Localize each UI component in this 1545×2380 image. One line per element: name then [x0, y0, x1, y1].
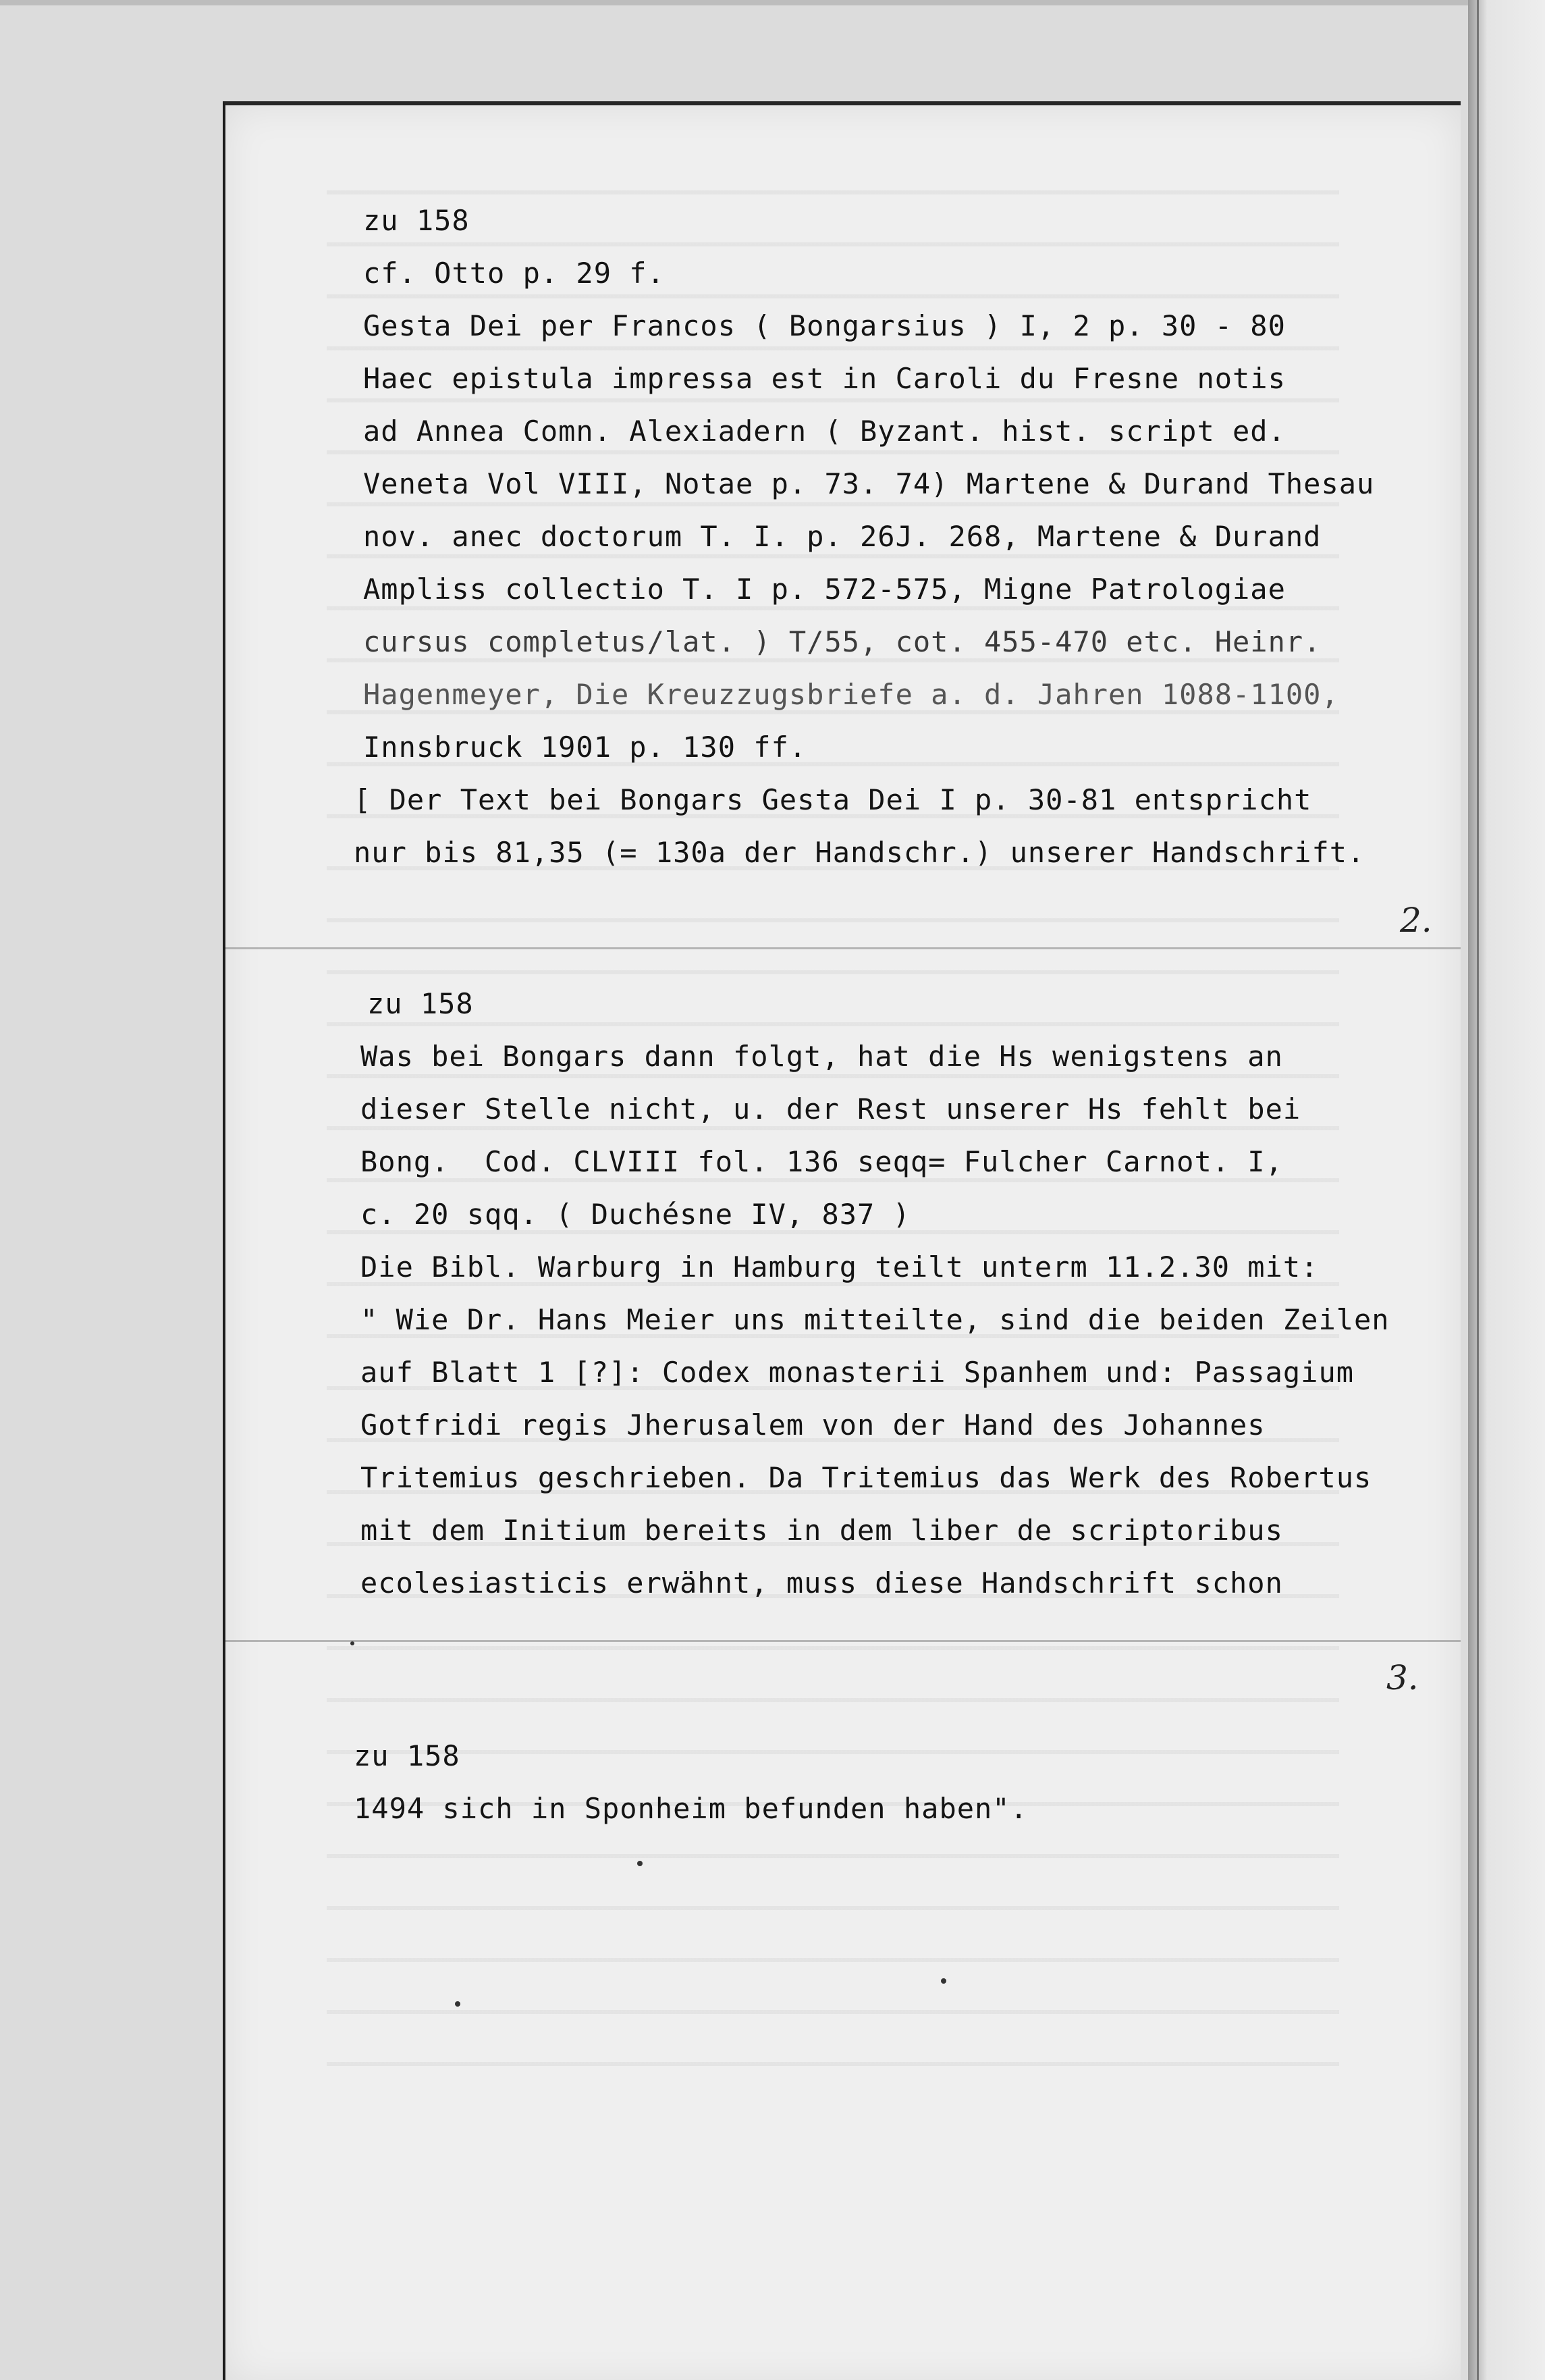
text-line: Veneta Vol VIII, Notae p. 73. 74) Martene & Durand Thesau: [363, 467, 1375, 500]
index-card: [223, 101, 1461, 2380]
text-line: " Wie Dr. Hans Meier uns mitteilte, sind die beiden Zeilen: [360, 1303, 1390, 1336]
right-edge-line: [1477, 0, 1479, 2380]
scan-speck: [941, 1978, 946, 1984]
scan-speck: [350, 1641, 354, 1645]
text-line: cursus completus/lat. ) T/55, cot. 455-470 etc. Heinr.: [363, 625, 1322, 658]
scan-speck: [637, 1861, 643, 1866]
page-number: 3.: [1386, 1658, 1419, 1697]
scan-speck: [455, 2001, 460, 2007]
section-heading: zu 158: [354, 1739, 460, 1772]
card-divider-1: [225, 947, 1461, 949]
text-line: Die Bibl. Warburg in Hamburg teilt unterm 11.2.30 mit:: [360, 1250, 1319, 1284]
text-line: ad Annea Comn. Alexiadern ( Byzant. hist. script ed.: [363, 415, 1286, 448]
text-line: nov. anec doctorum T. I. p. 26J. 268, Martene & Durand: [363, 520, 1322, 553]
text-line: c. 20 sqq. ( Duchésne IV, 837 ): [360, 1198, 911, 1231]
text-line: [ Der Text bei Bongars Gesta Dei I p. 30-81 entspricht: [354, 783, 1312, 816]
text-line: mit dem Initium bereits in dem liber de scriptoribus: [360, 1514, 1283, 1547]
text-line: nur bis 81,35 (= 130a der Handschr.) unserer Handschrift.: [354, 836, 1365, 869]
text-line: 1494 sich in Sponheim befunden haben".: [354, 1792, 1028, 1825]
text-line: Hagenmeyer, Die Kreuzzugsbriefe a. d. Jahren 1088-1100,: [363, 678, 1339, 711]
text-line: dieser Stelle nicht, u. der Rest unserer Hs fehlt bei: [360, 1092, 1301, 1126]
card-divider-2: [225, 1640, 1461, 1642]
text-line: ecolesiasticis erwähnt, muss diese Handschrift schon: [360, 1566, 1283, 1599]
text-line: Haec epistula impressa est in Caroli du Fresne notis: [363, 362, 1286, 395]
background-top-edge: [0, 0, 1468, 5]
text-line: Bong. Cod. CLVIII fol. 136 seqq= Fulcher Carnot. I,: [360, 1145, 1283, 1178]
text-line: Innsbruck 1901 p. 130 ff.: [363, 731, 807, 764]
section-heading: zu 158: [367, 987, 474, 1020]
text-line: Gotfridi regis Jherusalem von der Hand des Johannes: [360, 1408, 1266, 1442]
text-line: cf. Otto p. 29 f.: [363, 257, 665, 290]
text-line: Was bei Bongars dann folgt, hat die Hs wenigstens an: [360, 1040, 1283, 1073]
section-heading: zu 158: [363, 204, 470, 237]
text-line: Ampliss collectio T. I p. 572-575, Migne Patrologiae: [363, 573, 1286, 606]
right-margin-strip: [1468, 0, 1545, 2380]
text-line: Gesta Dei per Francos ( Bongarsius ) I, 2 p. 30 - 80: [363, 309, 1286, 342]
text-line: Tritemius geschrieben. Da Tritemius das Werk des Robertus: [360, 1461, 1372, 1494]
page-number: 2.: [1400, 901, 1432, 940]
text-line: auf Blatt 1 [?]: Codex monasterii Spanhem und: Passagium: [360, 1356, 1355, 1389]
